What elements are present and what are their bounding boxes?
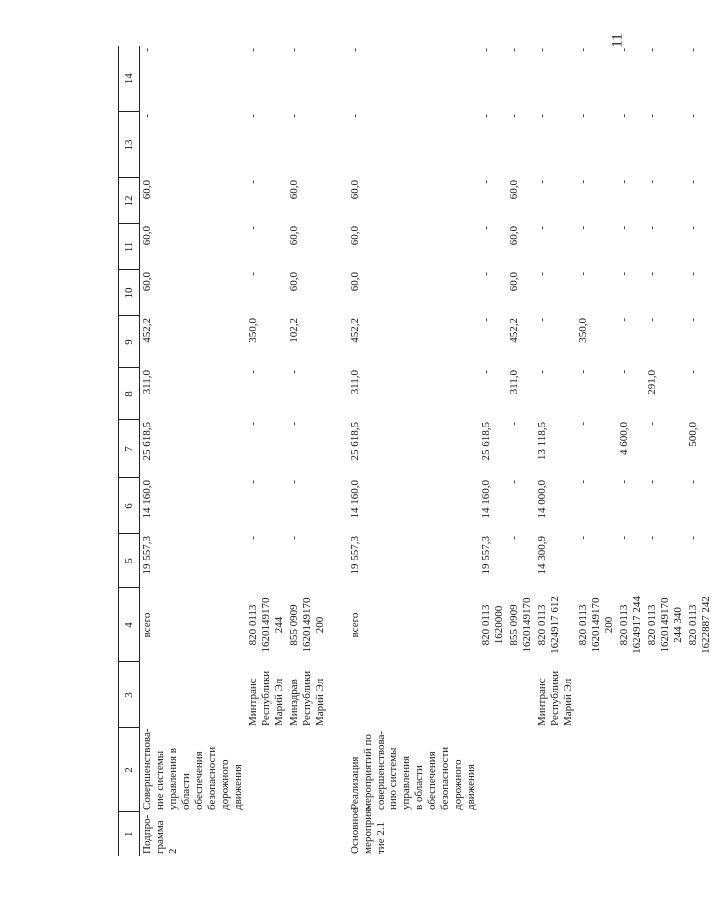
cell-col-5: -	[287, 536, 300, 540]
cell-col-13: -	[617, 114, 630, 118]
cell-col-10: -	[617, 272, 630, 276]
cell-col-7: 500,0	[686, 422, 699, 447]
cell-col-11: 60,0	[348, 226, 361, 246]
cell-col-3: Минтранс Республики Марий Эл	[536, 670, 575, 726]
cell-col-6: 14 160,0	[348, 480, 361, 519]
table-row	[645, 46, 686, 856]
cell-col-1	[507, 812, 535, 856]
cell-col-1	[535, 812, 576, 856]
cell-col-13: -	[577, 114, 590, 118]
cell-col-5: -	[246, 536, 259, 540]
cell-col-9: 452,2	[141, 318, 153, 343]
cell-col-8: 311,0	[508, 370, 521, 395]
cell-col-12: -	[536, 180, 549, 184]
cell-col-8: -	[480, 370, 493, 374]
cell-col-1	[576, 812, 617, 856]
cell-col-10: -	[686, 272, 699, 276]
table-header	[119, 46, 140, 856]
table-row	[479, 46, 507, 856]
cell-col-12: -	[577, 180, 590, 184]
column-header-5: 5	[119, 534, 140, 588]
cell-col-1	[287, 812, 328, 856]
cell-col-13: -	[348, 114, 361, 118]
cell-col-8: -	[246, 370, 259, 374]
cell-col-2	[287, 728, 328, 812]
table-row	[686, 46, 714, 856]
cell-col-7: -	[577, 422, 590, 426]
cell-col-6: -	[617, 480, 630, 484]
column-header-9: 9	[119, 316, 140, 368]
cell-col-11: -	[246, 226, 259, 230]
cell-col-4: 820 0113 1620000	[480, 604, 506, 646]
cell-col-6: -	[645, 480, 658, 484]
cell-col-2	[246, 728, 287, 812]
cell-col-4: 820 0113 1620149170 244	[246, 597, 285, 653]
cell-col-14: -	[480, 48, 493, 52]
cell-col-7: 25 618,5	[348, 422, 361, 461]
cell-col-9: 452,2	[508, 318, 521, 343]
cell-col-7: -	[645, 422, 658, 426]
cell-col-13: -	[686, 114, 699, 118]
cell-col-10: 60,0	[287, 272, 300, 292]
table-body	[140, 46, 714, 856]
cell-col-9: -	[617, 318, 630, 322]
cell-col-9: 350,0	[246, 318, 259, 343]
cell-col-11: -	[536, 226, 549, 230]
cell-col-14: -	[617, 48, 630, 52]
cell-col-11: -	[577, 226, 590, 230]
cell-col-11: 60,0	[287, 226, 300, 246]
cell-col-8: -	[287, 370, 300, 374]
cell-col-2	[535, 728, 576, 812]
cell-col-7: 13 118,5	[536, 422, 549, 461]
cell-col-10: 60,0	[141, 272, 153, 292]
rotated-table-wrapper	[118, 46, 712, 856]
cell-col-1	[246, 812, 287, 856]
cell-col-4: 820 0113 1624917 612	[536, 596, 562, 654]
cell-col-4: всего	[141, 612, 153, 638]
cell-col-13: -	[246, 114, 259, 118]
cell-col-10: -	[577, 272, 590, 276]
cell-col-7: 4 600,0	[617, 422, 630, 455]
cell-col-14: -	[645, 48, 658, 52]
cell-col-5: 19 557,3	[480, 536, 493, 575]
cell-col-13: -	[645, 114, 658, 118]
cell-col-8: -	[686, 370, 699, 374]
cell-col-7: -	[287, 422, 300, 426]
column-header-8: 8	[119, 368, 140, 420]
cell-col-2	[617, 728, 645, 812]
column-header-10: 10	[119, 270, 140, 316]
table-row	[576, 46, 617, 856]
cell-col-2: Реализация мероприятий по совершенствова- нию системы управления в области обеспечения безопасности дорожного движения	[348, 730, 478, 810]
column-header-14: 14	[119, 46, 140, 112]
cell-col-8: -	[577, 370, 590, 374]
cell-col-5: -	[617, 536, 630, 540]
cell-col-14: -	[287, 48, 300, 52]
cell-col-3	[617, 662, 645, 728]
cell-col-13: -	[141, 114, 153, 118]
table-row	[287, 46, 328, 856]
cell-col-11: -	[645, 226, 658, 230]
cell-col-3	[348, 662, 480, 728]
cell-col-7: -	[246, 422, 259, 426]
cell-col-5: -	[686, 536, 699, 540]
cell-col-4: 820 0113 1620149170 244 340	[645, 597, 684, 653]
cell-col-9: -	[686, 318, 699, 322]
cell-col-4: 820 0113 1624917 244	[617, 596, 643, 654]
cell-col-7: 25 618,5	[480, 422, 493, 461]
cell-col-6: -	[246, 480, 259, 484]
column-header-4: 4	[119, 588, 140, 662]
column-header-12: 12	[119, 178, 140, 224]
column-header-3: 3	[119, 662, 140, 728]
cell-col-12: -	[686, 180, 699, 184]
cell-col-3	[686, 662, 714, 728]
cell-col-9: -	[536, 318, 549, 322]
cell-col-3	[576, 662, 617, 728]
cell-col-14: -	[536, 48, 549, 52]
cell-col-11: 60,0	[508, 226, 521, 246]
cell-col-14: -	[577, 48, 590, 52]
table-row	[507, 46, 535, 856]
cell-col-6: -	[287, 480, 300, 484]
cell-col-3	[645, 662, 686, 728]
cell-col-10: -	[536, 272, 549, 276]
cell-col-10: -	[645, 272, 658, 276]
cell-col-14: -	[246, 48, 259, 52]
cell-col-3: Минтранс Республики Марий Эл	[246, 670, 285, 726]
cell-col-12: 60,0	[348, 180, 361, 200]
page-number: 11	[609, 33, 626, 48]
cell-col-8: 291,0	[645, 370, 658, 395]
cell-col-12: 60,0	[141, 180, 153, 200]
cell-col-2	[479, 728, 507, 812]
cell-col-3	[507, 662, 535, 728]
cell-col-7: -	[508, 422, 521, 426]
column-header-11: 11	[119, 224, 140, 270]
cell-col-9: -	[645, 318, 658, 322]
cell-col-11: -	[617, 226, 630, 230]
cell-col-6: -	[577, 480, 590, 484]
table-row	[348, 46, 480, 856]
cell-col-4: 820 0113 1620149170 200	[577, 597, 615, 653]
table-row	[246, 46, 287, 856]
cell-col-12: -	[645, 180, 658, 184]
cell-col-12: 60,0	[508, 180, 521, 200]
cell-col-12: -	[617, 180, 630, 184]
table-row	[140, 46, 246, 856]
cell-col-6: 14 160,0	[480, 480, 493, 519]
column-header-6: 6	[119, 478, 140, 534]
cell-col-10: 60,0	[508, 272, 521, 292]
cell-col-12: -	[480, 180, 493, 184]
cell-col-6: -	[508, 480, 521, 484]
cell-col-7: 25 618,5	[141, 422, 153, 461]
cell-col-6: 14 160,0	[141, 480, 153, 519]
cell-col-1: Основное мероприя- тие 2.1	[348, 805, 387, 854]
cell-col-10: -	[480, 272, 493, 276]
header-row	[119, 46, 140, 856]
cell-col-3	[479, 662, 507, 728]
cell-col-13: -	[287, 114, 300, 118]
cell-col-2	[686, 728, 714, 812]
column-header-2: 2	[119, 728, 140, 812]
cell-col-1	[479, 812, 507, 856]
cell-col-1	[617, 812, 645, 856]
cell-col-10: -	[246, 272, 259, 276]
cell-col-13: -	[536, 114, 549, 118]
cell-col-3: Минздрав Республики Марий Эл	[287, 670, 326, 726]
cell-col-3	[140, 662, 246, 728]
cell-col-5: 14 300,9	[536, 536, 549, 575]
cell-col-5: -	[577, 536, 590, 540]
cell-col-2	[645, 728, 686, 812]
cell-col-4: всего	[348, 612, 361, 638]
cell-col-6: -	[686, 480, 699, 484]
column-header-1: 1	[119, 812, 140, 856]
cell-col-12: -	[246, 180, 259, 184]
cell-col-8: -	[536, 370, 549, 374]
cell-col-11: -	[686, 226, 699, 230]
cell-col-14: -	[141, 48, 153, 52]
cell-col-14: -	[508, 48, 521, 52]
cell-col-1: Подпро- грамма 2	[141, 814, 179, 854]
cell-col-11: -	[480, 226, 493, 230]
cell-col-9: 350,0	[577, 318, 590, 343]
cell-col-9: 102,2	[287, 318, 300, 343]
cell-col-4: 855 0909 1620149170	[508, 597, 534, 653]
cell-col-5: 19 557,3	[348, 536, 361, 575]
cell-col-8: 311,0	[141, 370, 153, 395]
budget-table	[118, 46, 714, 856]
cell-col-2	[576, 728, 617, 812]
cell-col-11: 60,0	[141, 226, 153, 246]
row-spacer	[328, 46, 348, 856]
cell-col-13: -	[508, 114, 521, 118]
cell-col-13: -	[480, 114, 493, 118]
cell-col-4: 855 0909 1620149170 200	[287, 597, 326, 653]
cell-col-1	[686, 812, 714, 856]
column-header-13: 13	[119, 112, 140, 178]
cell-col-2: Совершенствова- ние системы управления в области обеспечения безопасности дорожного движения	[141, 728, 244, 810]
cell-col-9: 452,2	[348, 318, 361, 343]
cell-col-9: -	[480, 318, 493, 322]
cell-col-14: -	[348, 48, 361, 52]
cell-col-14: -	[686, 48, 699, 52]
cell-col-5: 19 557,3	[141, 536, 153, 575]
cell-col-5: -	[508, 536, 521, 540]
table-row	[535, 46, 576, 856]
cell-col-10: 60,0	[348, 272, 361, 292]
cell-col-4: 820 0113 1622887 242	[686, 596, 712, 654]
cell-col-12: 60,0	[287, 180, 300, 200]
column-header-7: 7	[119, 420, 140, 478]
table-row	[617, 46, 645, 856]
cell-col-6: 14 000,0	[536, 480, 549, 519]
cell-col-8: 311,0	[348, 370, 361, 395]
cell-col-5: -	[645, 536, 658, 540]
cell-col-2	[507, 728, 535, 812]
cell-col-8: -	[617, 370, 630, 374]
cell-col-1	[645, 812, 686, 856]
